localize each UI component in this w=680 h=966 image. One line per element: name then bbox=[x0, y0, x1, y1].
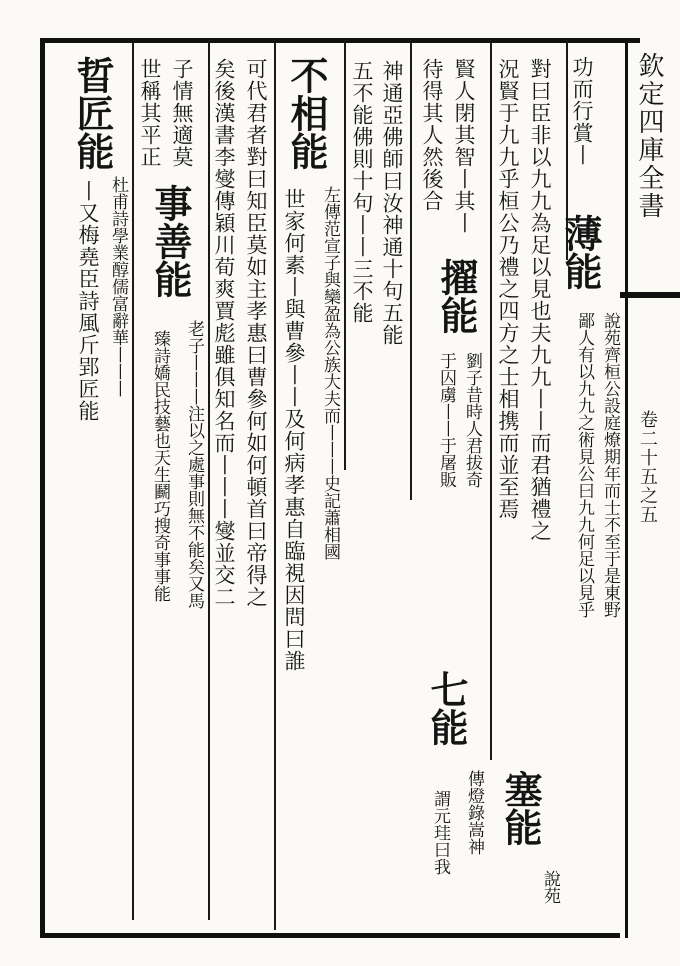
entry-heading: 塞能 bbox=[498, 770, 543, 846]
text-column-1 bbox=[570, 56, 594, 166]
text-column-11 bbox=[212, 58, 236, 608]
annotation-text: 劉子昔時人君拔奇 bbox=[462, 352, 482, 488]
annotation-text: 說苑齊桓公設庭燎期年而士不至于是東野 bbox=[600, 312, 620, 618]
text-column-10 bbox=[244, 58, 268, 608]
frame-left-rule bbox=[40, 38, 45, 938]
annotation-text: 左傳范宣子與欒盈為公族大夫而丨丨丨史記蕭相國 bbox=[320, 186, 340, 560]
annotation-text: 臻詩嬌民技藝也天生鬬巧搜奇事事能 bbox=[150, 330, 170, 602]
text-column-9 bbox=[282, 188, 306, 672]
column-text: 可代君者對曰知臣莫如主孝惠曰曹參何如何頓首曰帝得之 bbox=[244, 58, 268, 608]
column-divider bbox=[344, 40, 346, 470]
column-text: 況賢于九九乎桓公乃禮之四方之士相携而並至焉 bbox=[496, 58, 520, 520]
column-text: 世稱其平正 bbox=[138, 58, 162, 168]
frame-top-rule bbox=[40, 38, 640, 43]
text-column-7 bbox=[350, 60, 374, 324]
column-text: 五不能佛則十句丨丨三不能 bbox=[350, 60, 374, 324]
column-divider bbox=[410, 40, 412, 500]
column-text: 丨又梅堯臣詩風斤郢匠能 bbox=[76, 180, 100, 422]
text-column-12 bbox=[170, 58, 194, 168]
column-divider bbox=[274, 40, 276, 930]
annotation-text: 鄙人有以九九之術見公曰九九何足以見乎 bbox=[574, 312, 594, 618]
annotation-text: 老子丨丨丨注以之處事則無不能矣又馬 bbox=[184, 320, 204, 609]
text-column-5 bbox=[420, 58, 444, 212]
entry-heading: 擢能 bbox=[434, 258, 479, 334]
frame-right-rule bbox=[625, 38, 628, 938]
column-text: 賢人閉其智丨其丨 bbox=[452, 58, 476, 234]
column-text: 神通亞佛師曰汝神通十句五能 bbox=[380, 60, 404, 346]
annotation-text: 杜甫詩學業醇儒富辭華丨丨丨 bbox=[108, 176, 128, 397]
text-column-6 bbox=[380, 60, 404, 346]
column-text: 矣後漢書李燮傳穎川荀爽賈彪雖俱知名而丨丨丨燮並交二 bbox=[212, 58, 236, 608]
column-text: 世家何素丨與曹參丨丨及何病孝惠自臨視因問曰誰 bbox=[282, 188, 306, 672]
text-column-2 bbox=[528, 58, 552, 542]
column-divider bbox=[132, 40, 134, 920]
book-title: 欽定四庫全書 bbox=[634, 52, 664, 220]
entry-heading: 薄能 bbox=[558, 214, 603, 290]
frame-bottom-rule bbox=[40, 933, 620, 938]
volume-label: 卷二十五之五 bbox=[637, 410, 658, 524]
annotation-text: 于囚虜丨丨于屠販 bbox=[436, 352, 456, 488]
column-text: 待得其人然後合 bbox=[420, 58, 444, 212]
text-column-15 bbox=[76, 180, 100, 422]
fishtail-mark bbox=[620, 292, 680, 298]
entry-heading: 七能 bbox=[424, 670, 469, 746]
column-text: 對曰臣非以九九為足以見也夫九九丨丨而君猶禮之 bbox=[528, 58, 552, 542]
column-text: 子情無適莫 bbox=[170, 58, 194, 168]
text-column-4 bbox=[452, 58, 476, 234]
column-divider bbox=[490, 40, 492, 760]
annotation-text: 謂元珪曰我 bbox=[430, 790, 450, 875]
text-column-3 bbox=[496, 58, 520, 520]
text-column-13 bbox=[138, 58, 162, 168]
column-divider bbox=[208, 40, 210, 920]
entry-heading: 不相能 bbox=[284, 56, 329, 170]
entry-heading: 事善能 bbox=[148, 184, 193, 298]
annotation-text: 傳燈錄嵩神 bbox=[464, 770, 484, 855]
annotation-text: 說苑 bbox=[540, 870, 560, 904]
column-text: 功而行賞丨 bbox=[570, 56, 594, 166]
entry-heading: 晢匠能 bbox=[70, 56, 115, 170]
